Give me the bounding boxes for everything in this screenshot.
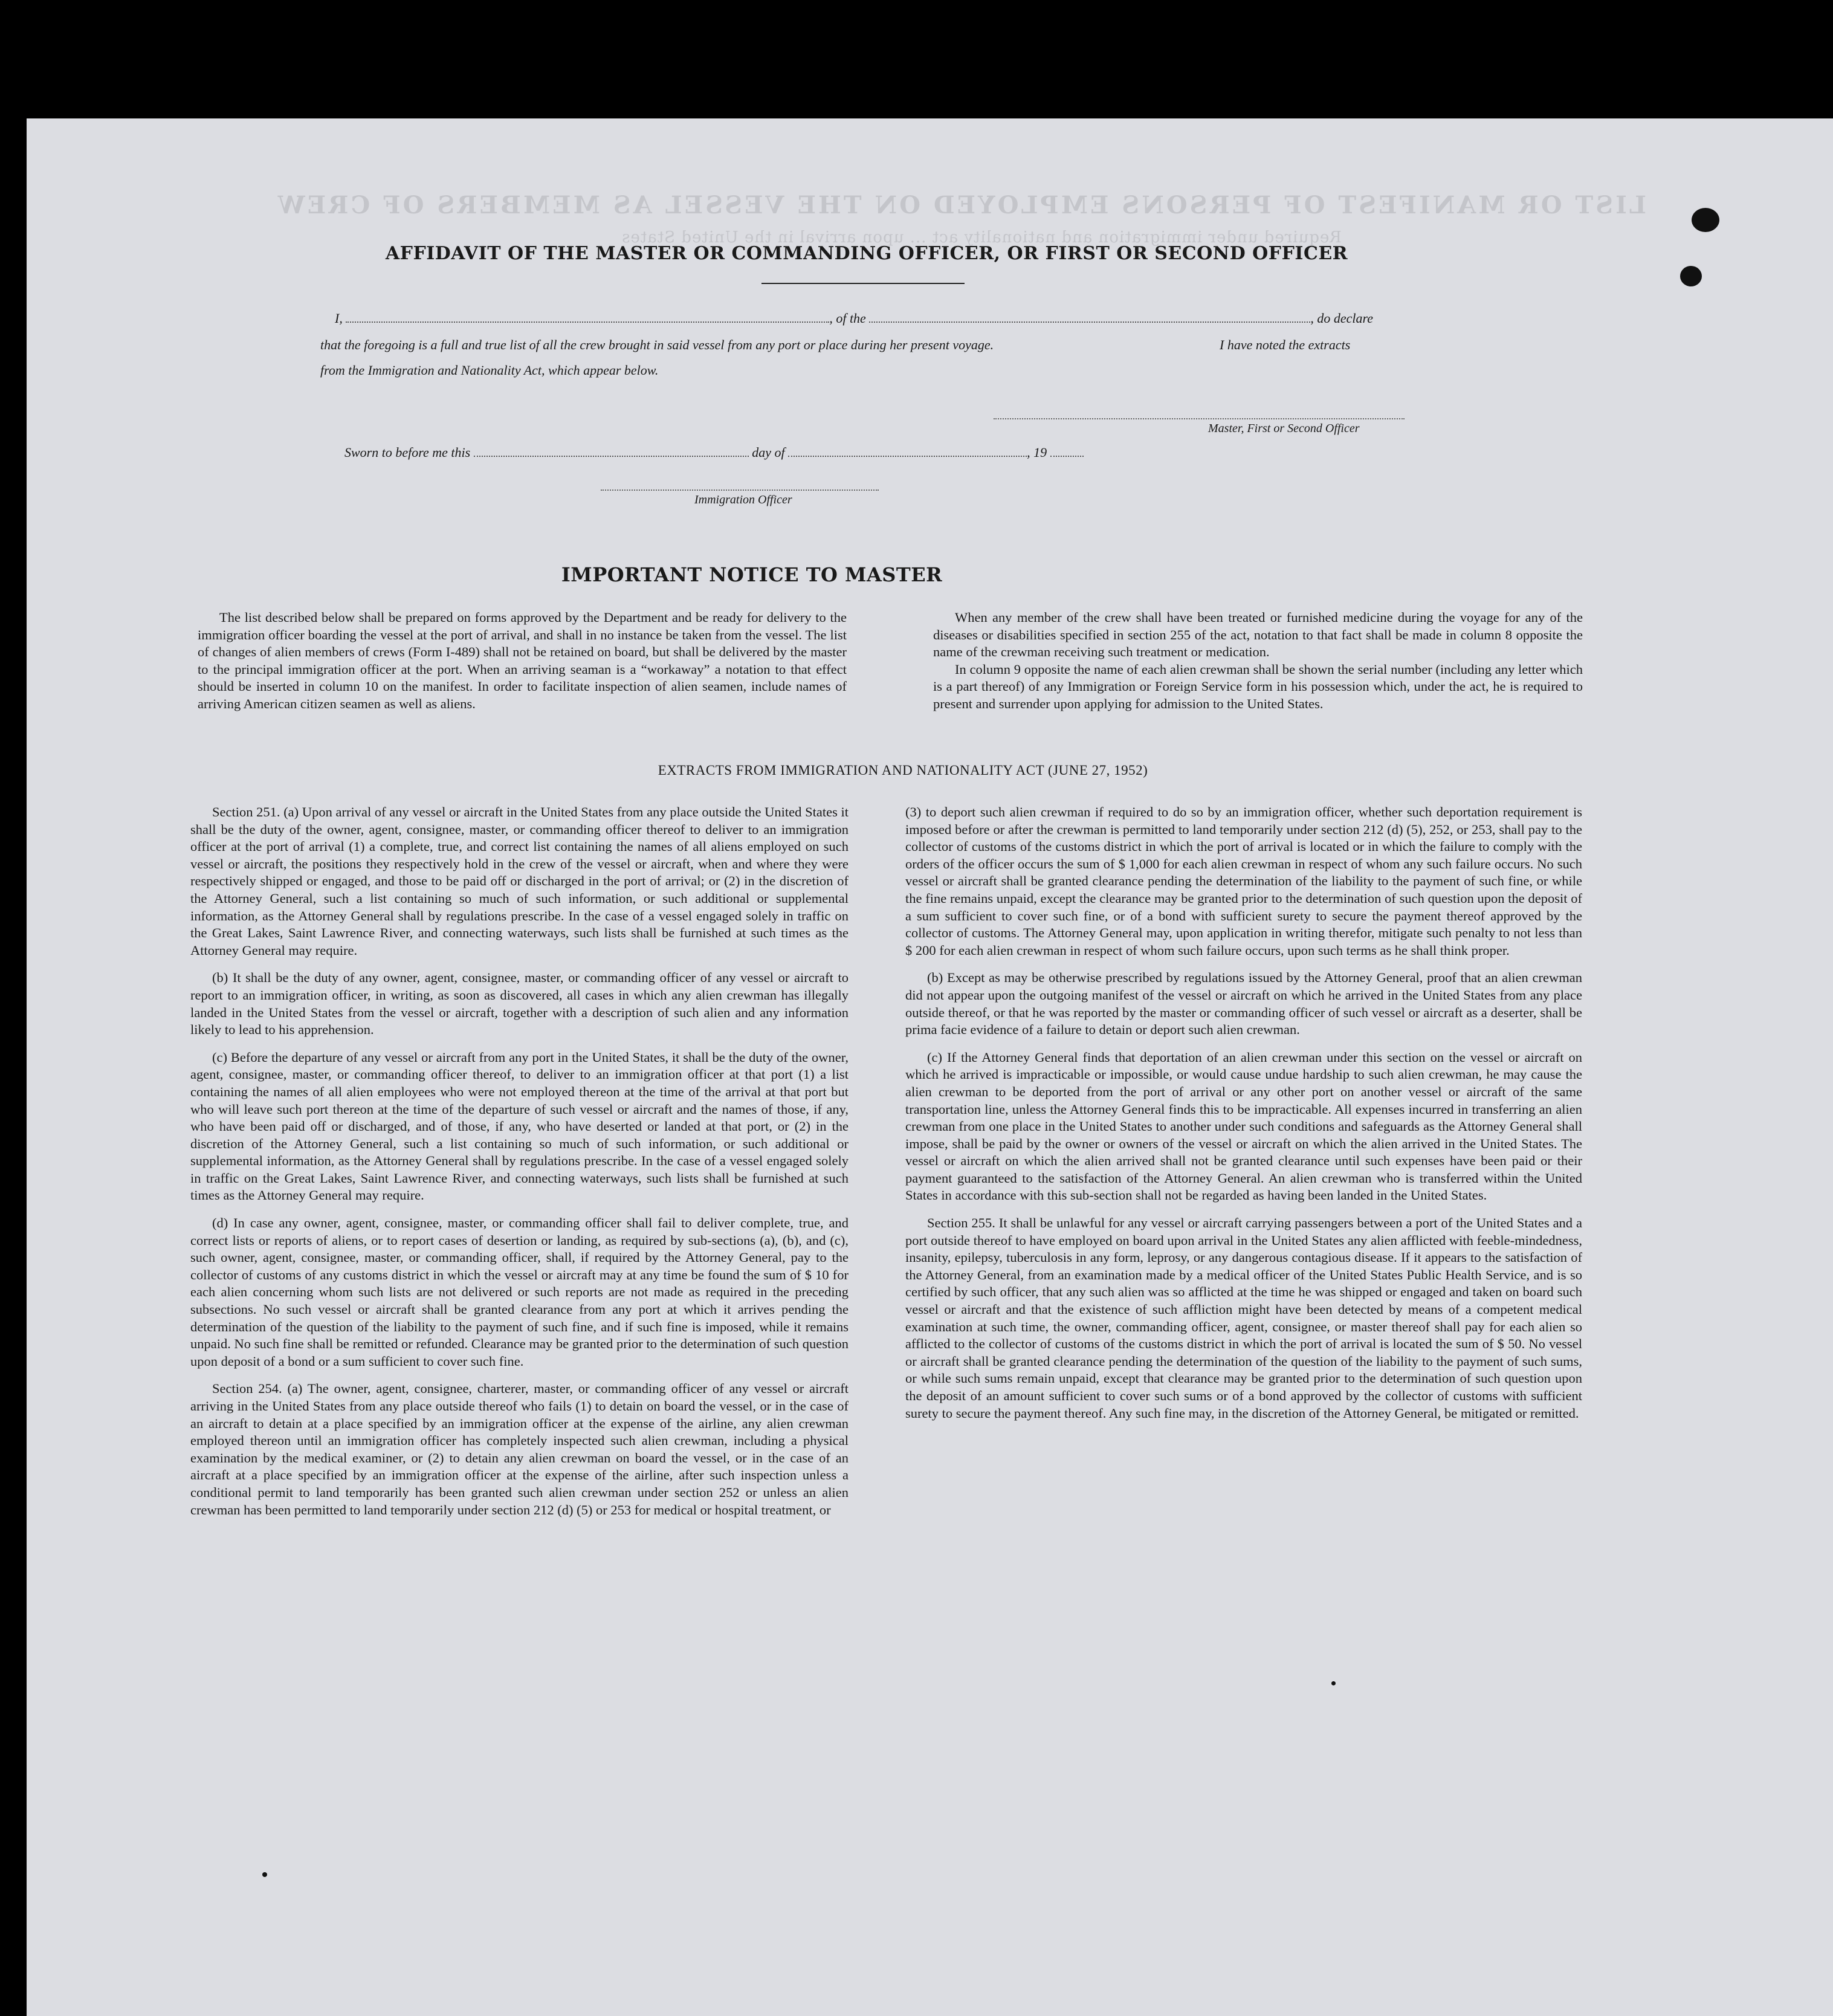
sworn-day-field[interactable] bbox=[474, 445, 749, 457]
declaration-line-2-right: I have noted the extracts bbox=[1220, 337, 1351, 352]
immigration-caption: Immigration Officer bbox=[694, 493, 792, 506]
notice-paragraph: When any member of the crew shall have been treated or furnished medicine during the voyage for any of the diseases or disabilities specified in section 255 of the act, notation to that fact shall be made in column 8 opposite the name of the crewman receiving such treatment or medication. bbox=[933, 610, 1583, 659]
extracts-left-column bbox=[190, 804, 849, 1529]
master-signature-line[interactable] bbox=[994, 417, 1405, 419]
vessel-field[interactable] bbox=[869, 311, 1310, 323]
affidavit-title: AFFIDAVIT OF THE MASTER OR COMMANDING OFFICER, OR FIRST OR SECOND OFFICER bbox=[385, 243, 1348, 264]
declaration-line-3: from the Immigration and Nationality Act, which appear below. bbox=[320, 363, 659, 378]
speck-mark bbox=[262, 1872, 267, 1877]
section-254-c: (c) If the Attorney General finds that deportation of an alien crewman under this section on the vessel or aircraft on which he arrived is impracticable or impossible, or would cause undue hardship to such alien crewman, he may cause the alien crewman to be deported from the port of arrival or any other port on another vessel or aircraft of the same transportation line, unless the Attorney General finds this to be impracticable. All expenses incurred in transferring an alien crewman from one place in the United States to another under such conditions and safeguards as the Attorney General shall impose, shall be paid by the owner or owners of the vessel or aircraft on which the alien arrived in the United States. The vessel or aircraft on which the alien arrived shall not be granted clearance until such expenses have been paid or their payment guaranteed to the satisfaction of the Attorney General. An alien crewman who is transferred within the United States in accordance with this sub-section shall not be regarded as having been landed in the United States. bbox=[905, 1049, 1582, 1203]
section-254-b: (b) Except as may be otherwise prescribed by regulations issued by the Attorney General, proof that an alien crewman did not appear upon the outgoing manifest of the vessel or aircraft on which he arrived in the United States from any place outside thereof, or that he was reported by the master or commanding officer of such vessel or aircraft as a deserter, shall be prima facie evidence of a failure to detain or deport such alien crewman. bbox=[905, 970, 1582, 1038]
document-page bbox=[27, 118, 1833, 2016]
title-rule bbox=[761, 283, 965, 284]
day-of-label: day of bbox=[752, 445, 785, 460]
of-the-label: , of the bbox=[829, 311, 866, 326]
punch-hole-mark bbox=[1680, 266, 1702, 286]
declaration-line-1 bbox=[335, 311, 1373, 326]
sworn-month-field[interactable] bbox=[788, 445, 1027, 457]
master-caption: Master, First or Second Officer bbox=[1208, 422, 1360, 435]
declaration-line-2: that the foregoing is a full and true list of all the crew brought in said vessel from any port or place during her present voyage. bbox=[320, 337, 994, 352]
sworn-label: Sworn to before me this bbox=[344, 445, 471, 460]
notice-paragraph: The list described below shall be prepared on forms approved by the Department and be ready for delivery to the immigration officer boarding the vessel at the port of arrival, and shall in no instance be taken from the vessel. The list of changes of alien members of crews (Form I-489) shall not be retained on board, but shall be delivered by the master to the principal immigration officer at the port. When an arriving seaman is a “workaway” a notation to that effect should be inserted in column 10 on the manifest. In order to facilitate inspection of alien seamen, include names of arriving American citizen seamen as well as aliens. bbox=[198, 610, 847, 711]
section-251-d: (d) In case any owner, agent, consignee, master, or commanding officer shall fail to deliver complete, true, and correct lists or reports of aliens, or to report cases of desertion or landing, as required by sub-sections (a), (b), and (c), such owner, agent, consignee, master, or commanding officer, shall, if required by the Attorney General, pay to the collector of customs of any customs district in which the vessel or aircraft may at any time be found the sum of $ 10 for each alien concerning whom such lists are not delivered or such reports are not made as required in the preceding subsections. No such vessel or aircraft shall be granted clearance from any port at which it arrives pending the determination of the question of the liability to the payment of such fine, and if such fine is imposed, while it remains unpaid. No such fine shall be remitted or refunded. Clearance may be granted prior to the determination of such question upon deposit of a bond or a sum sufficient to cover such fine. bbox=[190, 1215, 849, 1369]
section-254-a-continued: (3) to deport such alien crewman if required to do so by an immigration officer, whether such deportation requirement is imposed before or after the crewman is permitted to land temporarily under section 212 (d) (5), 252, or 253, shall pay to the collector of customs of the customs district in which the port of arrival is located or in which the failure to comply with the orders of the officer occurs the sum of $ 1,000 for each alien crewman in respect of whom any such failure occurs. No such vessel or aircraft shall be granted clearance pending the determination of the liability to the payment of such fine, or while the fine remains unpaid, except the clearance may be granted prior to the determination of such question upon the deposit of a sum sufficient to cover such fine, or of a bond with sufficient surety to secure the payment thereof approved by the collector of customs. The Attorney General may, upon application in writing therefor, mitigate such penalty to not less than $ 200 for each alien crewman in respect of whom such failure occurs, upon such terms as he shall think proper. bbox=[905, 804, 1582, 958]
sworn-line bbox=[344, 445, 1084, 460]
immigration-officer-signature-line[interactable] bbox=[601, 488, 879, 491]
section-254-a: Section 254. (a) The owner, agent, consignee, charterer, master, or commanding officer of any vessel or aircraft arriving in the United States from any place outside thereof who fails (1) to detain on board the vessel, or in the case of an aircraft to detain at a place specified by an immigration officer at the expense of the airline, any alien crewman employed thereon until an immigration officer has completely inspected such alien crewman, including a physical examination by the medical examiner, or (2) to detain any alien crewman on board the vessel, or in the case of an aircraft at a place specified by an immigration officer at the expense of the airline, after such inspection unless a conditional permit to land temporarily has been granted such alien crewman under section 252 or unless an alien crewman has been permitted to land temporarily under section 212 (d) (5) or 253 for medical or hospital treatment, or bbox=[190, 1381, 849, 1517]
extracts-heading: EXTRACTS FROM IMMIGRATION AND NATIONALITY ACT (JUNE 27, 1952) bbox=[658, 763, 1148, 778]
punch-hole-mark bbox=[1692, 208, 1719, 232]
speck-mark bbox=[1331, 1681, 1336, 1685]
extracts-right-column bbox=[905, 804, 1582, 1432]
do-declare-label: , do declare bbox=[1310, 311, 1373, 326]
i-label: I, bbox=[335, 311, 343, 326]
name-field[interactable] bbox=[346, 311, 829, 323]
sworn-year-field[interactable] bbox=[1050, 445, 1084, 457]
bleed-through-subtitle: Required under immigration and nationality act ... upon arrival in the United States bbox=[621, 228, 1342, 247]
year-label: , 19 bbox=[1027, 445, 1047, 460]
section-255: Section 255. It shall be unlawful for any vessel or aircraft carrying passengers between a port of the United States and a port outside thereof to have employed on board upon arrival in the United States any alien afflicted with feeble-mindedness, insanity, epilepsy, tuberculosis in any form, leprosy, or any dangerous contagious disease. If it appears to the satisfaction of the Attorney General, from an examination made by a medical officer of the United States Public Health Service, and is so certified by such officer, that any such alien was so afflicted at the time he was shipped or engaged and taken on board such vessel or aircraft and that the existence of such affliction might have been detected by means of a competent medical examination at such time, the owner, commanding officer, agent, consignee, or master thereof shall pay for each alien so afflicted to the collector of customs of the customs district in which the port of arrival is located the sum of $ 50. No vessel or aircraft shall be granted clearance pending the determination of the question of the liability to the payment of such sums, or while such sums remain unpaid, except that clearance may be granted prior to the determination of such question upon the deposit of an amount sufficient to cover such sums or of a bond approved by the collector of customs with sufficient surety to secure the payment thereof. Any such fine may, in the discretion of the Attorney General, be mitigated or remitted. bbox=[905, 1215, 1582, 1421]
bleed-through-title: LIST OR MANIFEST OF PERSONS EMPLOYED ON THE VESSEL AS MEMBERS OF CREW bbox=[275, 191, 1646, 219]
notice-title: IMPORTANT NOTICE TO MASTER bbox=[561, 563, 943, 586]
section-251-a: Section 251. (a) Upon arrival of any vessel or aircraft in the United States from any place outside the United States it shall be the duty of the owner, agent, consignee, master, or commanding officer thereof to deliver to an immigration officer at the port of arrival (1) a complete, true, and correct list containing the names of all aliens employed on such vessel or aircraft, the positions they respectively hold in the crew of the vessel or aircraft, when and where they were respectively shipped or engaged, and those to be paid off or discharged in the port of arrival; or (2) in the discretion of the Attorney General, such a list containing so much of such information, or such additional or supplemental information, as the Attorney General shall by regulations prescribe. In the case of a vessel engaged solely in traffic on the Great Lakes, Saint Lawrence River, and connecting waterways, such lists shall be furnished at such times as the Attorney General may require. bbox=[190, 804, 849, 958]
notice-left-column bbox=[198, 609, 847, 712]
section-251-b: (b) It shall be the duty of any owner, agent, consignee, master, or commanding officer of any vessel or aircraft to report to an immigration officer, in writing, as soon as discovered, all cases in which any alien crewman has illegally landed in the United States from the vessel or aircraft, together with a description of such alien and any information likely to lead to his apprehension. bbox=[190, 970, 849, 1038]
notice-right-column bbox=[933, 609, 1583, 712]
section-251-c: (c) Before the departure of any vessel or aircraft from any port in the United States, it shall be the duty of the owner, agent, consignee, master, or commanding officer thereof, to deliver to an immigration officer at that port (1) a list containing the names of all alien employees who were not employed thereon at the time of the arrival at that port but who will leave such port thereon at the time of the departure of such vessel or aircraft and the names of those, if any, who have been paid off or discharged, and of those, if any, who have deserted or landed at that port, or (2) in the discretion of the Attorney General, such a list containing so much of such information, or such additional or supplemental information, as the Attorney General shall by regulations prescribe. In the case of a vessel engaged solely in traffic on the Great Lakes, Saint Lawrence River, and connecting waterways, such lists shall be furnished at such times as the Attorney General may require. bbox=[190, 1049, 849, 1203]
notice-paragraph: In column 9 opposite the name of each alien crewman shall be shown the serial number (including any letter which is a part thereof) of any Immigration or Foreign Service form in his possession which, under the act, he is required to present and surrender upon applying for admission to the United States. bbox=[933, 661, 1583, 711]
